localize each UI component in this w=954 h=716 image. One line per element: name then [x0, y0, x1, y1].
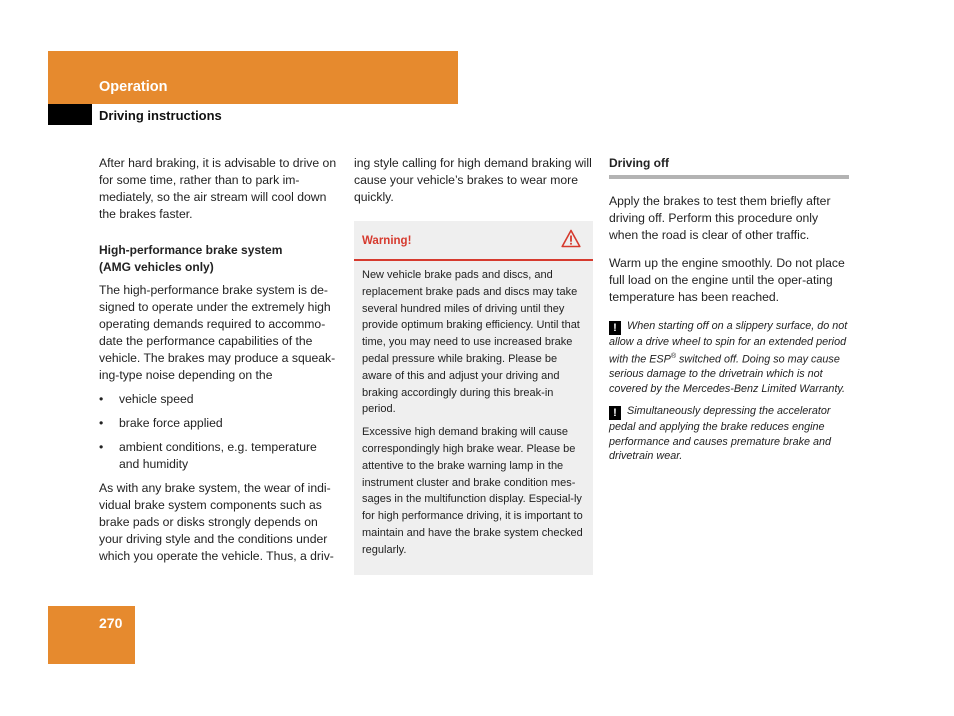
caution-note: ! Simultaneously depressing the accelerator pedal and applying the brake reduces engine performance and causes premature brake and drivetrain wear. [609, 404, 832, 463]
page-number: 270 [99, 615, 123, 631]
warning-paragraph: Excessive high demand braking will cause correspondingly high brake wear. Please be attentive to the brake warning lamp in the instrument cluster and brake condition mes-sages in the multifunction display. Especial-ly for high performance driving, it is important to maintain and have the brake system checked regularly. [362, 426, 583, 556]
column-middle [354, 155, 594, 575]
section-title: Operation [99, 79, 168, 95]
continuation-paragraph: ing style calling for high demand braking will cause your vehicle’s brakes to wear more quickly. [354, 156, 592, 204]
section-marker-tab [48, 104, 92, 125]
warning-body [354, 261, 593, 559]
list-item: • vehicle speed [99, 392, 194, 406]
header-band [48, 51, 458, 104]
brake-system-paragraph: The high-performance brake system is de-signed to operate under the extremely high operating demands required to accommo-date the performance capabilities of the vehicle. The brakes may produce a squeak-ing-type noise depending on the [99, 283, 336, 382]
warning-paragraph: New vehicle brake pads and discs, and replacement brake pads and discs may take several hundred miles of driving until they provide optimum braking efficiency. Until that time, you may need to use increased brake pedal pressure while braking. Please be aware of this and adjust your driving and braking accordingly during this break-in period. [362, 269, 580, 416]
warning-label: Warning! [362, 235, 412, 247]
column-right [609, 155, 849, 471]
warning-box [354, 221, 593, 575]
wear-paragraph: As with any brake system, the wear of indi-vidual brake system components such as brake pads or disks strongly depends on your driving style and the conditions under which you operate the vehicle. Thus, a driv- [99, 481, 334, 563]
list-item: • brake force applied [99, 416, 223, 430]
exclamation-icon: ! [609, 321, 621, 335]
intro-paragraph: After hard braking, it is advisable to drive on for some time, rather than to park im-mediately, so the air stream will cool down the brakes faster. [99, 156, 337, 221]
conditions-list [99, 391, 339, 473]
exclamation-icon: ! [609, 406, 621, 420]
brake-system-heading: High-performance brake system (AMG vehicles only) [99, 243, 283, 274]
list-item: • ambient conditions, e.g. temperature and humidity [99, 440, 317, 471]
driving-off-heading: Driving off [609, 155, 849, 179]
column-left [99, 155, 339, 572]
warning-triangle-icon [561, 229, 581, 253]
subsection-title: Driving instructions [99, 108, 222, 123]
caution-note: ! When starting off on a slippery surface, do not allow a drive wheel to spin for an extended period with the ESP® switched off. Doing so may cause serious damage to the drivetrain which is not covered by the Mercedes-Benz Limited Warranty. [609, 320, 848, 395]
driving-off-paragraph: Apply the brakes to test them briefly after driving off. Perform this procedure only when the road is clear of other traffic. [609, 194, 831, 242]
warning-header [354, 221, 593, 261]
warmup-paragraph: Warm up the engine smoothly. Do not place full load on the engine until the oper-ating temperature has been reached. [609, 256, 845, 304]
